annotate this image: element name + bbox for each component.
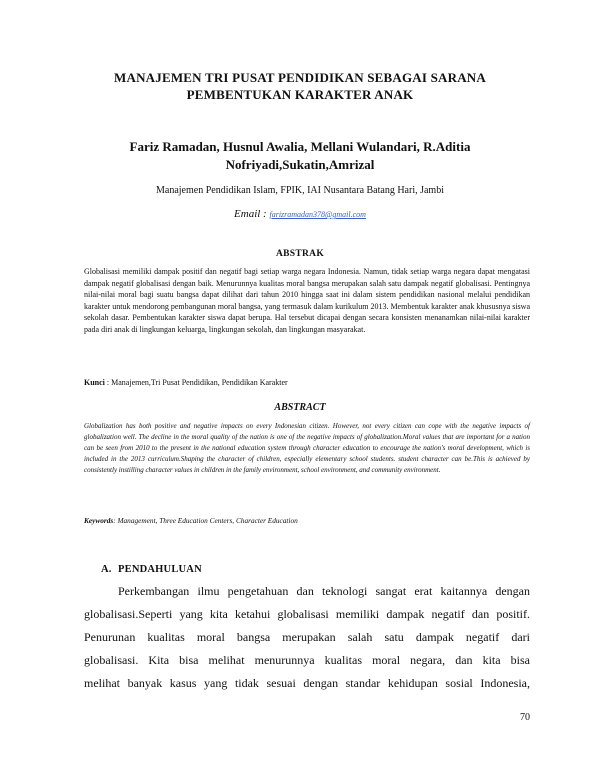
title-line: MANAJEMEN TRI PUSAT PENDIDIKAN SEBAGAI SARANA xyxy=(114,70,486,85)
abstrak-heading: ABSTRAK xyxy=(275,249,325,259)
email-label: Email : xyxy=(234,208,267,220)
kunci-text: : Manajemen,Tri Pusat Pendidikan, Pendidikan Karakter xyxy=(104,378,288,387)
body-line: melihat banyak kasus yang tidak sesuai dengan standar kehidupan sosial Indonesia, xyxy=(84,676,530,690)
kata-kunci xyxy=(84,377,530,388)
abstract-heading: ABSTRACT xyxy=(274,402,326,413)
abstract-text: Globalization has both positive and negative impacts on every Indonesian citizen. However, not every citizen can cope with the negative impacts of globalization well. The decline in the moral quality of the nation is one of the negative impacts of globalization.Moral values that are important for a nation can be seen from 2010 to the present in the national education system through character education to encourage the nation's moral development, which is included in the 2013 curriculum.Shaping the character of children, especially elementary school students. student character can be.This is achieved by consistently instilling character values in children in the family environment, school environment, and community environment. xyxy=(84,422,530,474)
body-line: globalisasi.Seperti yang kita ketahui globalisasi memiliki dampak negatif dan positif. xyxy=(84,607,530,621)
keywords xyxy=(84,516,530,525)
section-heading xyxy=(101,564,202,575)
keywords-label: Keywords xyxy=(84,516,114,525)
page-number: 70 xyxy=(520,712,530,723)
author-line: Fariz Ramadan, Husnul Awalia, Mellani Wulandari, R.Aditia xyxy=(129,139,471,154)
body-line: Penurunan kualitas moral bangsa merupakan salah satu dampak negatif dari xyxy=(84,630,530,644)
section-title: PENDAHULUAN xyxy=(118,564,202,575)
affiliation: Manajemen Pendidikan Islam, FPIK, IAI Nusantara Batang Hari, Jambi xyxy=(156,185,444,196)
abstrak-text: Globalisasi memiliki dampak positif dan negatif bagi setiap warga negara Indonesia. Namun, tidak setiap warga negara dapat mengatasi dampak negatif globalisasi dengan baik. Menurunnya kualitas moral bangsa merupakan salah satu dampak negatif globalisasi. Pentingnya nilai-nilai moral bagi suatu bangsa dapat dilihat dari tahun 2010 hingga saat ini dalam sistem pendidikan nasional melalui pendidikan karakter untuk mendorong pembangunan moral bangsa, yang termasuk dalam kurikulum 2013. Membentuk karakter anak khususnya siswa sekolah dasar. Pembentukan karakter siswa dapat berupa. Hal tersebut dicapai dengan secara konsisten menanamkan nilai-nilai karakter pada diri anak di lingkungan keluarga, lingkungan sekolah, dan lingkungan masyarakat. xyxy=(84,267,530,334)
kunci-label: Kunci xyxy=(84,378,105,387)
email-link[interactable]: farizramadan378@gmail.com xyxy=(269,210,366,219)
section-body xyxy=(84,580,530,695)
author-list xyxy=(84,138,516,174)
title-line: PEMBENTUKAN KARAKTER ANAK xyxy=(186,87,414,102)
email-line xyxy=(60,207,540,222)
section-number: A. xyxy=(101,564,112,575)
author-line: Nofriyadi,Sukatin,Amrizal xyxy=(225,157,375,172)
body-line: Perkembangan ilmu pengetahuan dan teknologi sangat erat kaitannya dengan xyxy=(118,584,530,598)
paper-title xyxy=(84,69,516,103)
body-line: globalisasi. Kita bisa melihat menurunnya kualitas moral negara, dan kita bisa xyxy=(84,653,530,667)
keywords-text: : Management, Three Education Centers, Character Education xyxy=(113,516,298,525)
